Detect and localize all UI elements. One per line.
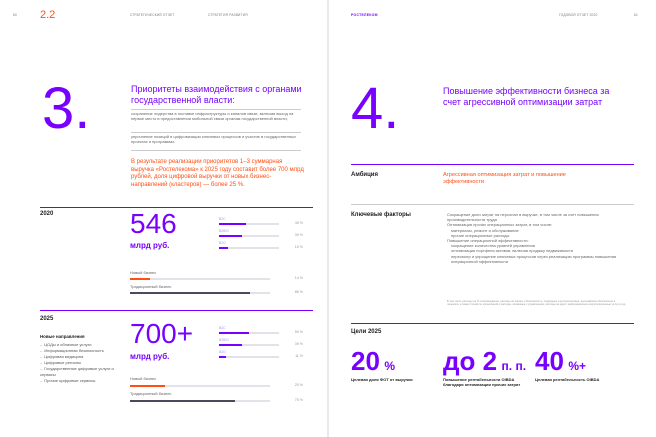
segment-label: B2B/G [219, 229, 229, 233]
goal-oibda-margin [535, 346, 625, 382]
value-2025: 700+ [130, 318, 194, 349]
big-number-3: 3. [42, 76, 91, 141]
priority-title: Приоритеты взаимодействия с органами государственной власти: [131, 84, 302, 105]
bullet-1: сохранение лидерства в поставке инфраструктуры и каналов связи, включая выход на первое место в предоставлении мобильной связи органам государственной власти; [131, 111, 294, 122]
segment-pct: 39 % [294, 342, 303, 346]
segment-bar [219, 223, 279, 225]
new-directions-title: Новые направления [40, 334, 85, 339]
left-page [0, 0, 327, 437]
segment-label: B2O [219, 241, 226, 245]
year-2020: 2020 [40, 211, 54, 217]
factor-subitem: пересмотр и упрощение ключевых процессов через реализацию программы повышения операционной эффективности [451, 253, 617, 264]
segment-label: B2B/G [219, 338, 229, 342]
segment-bar [219, 247, 279, 249]
segment-pct: 15 % [294, 245, 303, 249]
segment-bar [219, 356, 279, 358]
new-business-bar-2025 [130, 385, 270, 387]
segment-label: B2C [219, 217, 226, 221]
footnote: В том числе расходы на IТ-сопровождение, расходы на охрану и безопасность, подрядные и аутсорсинговые, программное обеспечение и лицензии, а также стоимость организаций и расходы, связанные с управлением, расходы на аудит, информационно-консультационные услуги и др. [447, 300, 626, 307]
factor-item: Сокращение доли затрат на персонал в выручке, в том числе за счет повышения производительности труда [447, 212, 599, 223]
page-number-right: 61 [634, 13, 638, 17]
factor-subitem: сокращение количества уровней управления [451, 243, 535, 249]
highlight-text: В результате реализации приоритетов 1–3 суммарная выручка «Ростелекома» к 2025 году составит более 700 млрд рублей, доля цифровой выручки от новых бизнес-направлений (кластеров) — более 25 %. [131, 159, 304, 188]
segment-pct: 39 % [294, 233, 303, 237]
direction-item: – Прочие цифровые сервисы [40, 378, 125, 384]
divider-ambition [351, 164, 634, 165]
factor-item: Оптимизация прочих операционных затрат, в том числе: [447, 222, 553, 228]
unit-2020: млрд руб. [130, 241, 170, 250]
new-business-label-2020: Новый бизнес [130, 270, 157, 275]
unit-2025: млрд руб. [130, 352, 170, 361]
page-number: 60 [13, 13, 17, 17]
segment-bar [219, 332, 279, 334]
direction-item: – ЦОДы и облачные услуги [40, 342, 125, 348]
goal-value: 40 [535, 346, 564, 376]
new-business-pct-2025: 25 % [294, 383, 303, 387]
goal-suffix: п. п. [501, 359, 527, 373]
big-number-4: 4. [351, 76, 400, 141]
year-2025: 2025 [40, 316, 54, 322]
right-page [329, 0, 656, 437]
segment-bar [219, 235, 279, 237]
new-business-label-2025: Новый бизнес [130, 376, 157, 381]
trad-business-bar-2025 [130, 400, 270, 402]
ambition-label: Амбиция [351, 172, 378, 178]
direction-item: – Цифровые регионы [40, 360, 125, 366]
segment-bar-fill [219, 344, 242, 346]
new-directions-list [40, 342, 125, 384]
header-report: ГОДОВОЙ ОТЧЕТ 2020 [559, 13, 598, 17]
goal-desc: Повышение рентабельности OIBDA благодаря оптимизации прочих затрат [443, 377, 521, 387]
divider-2025 [40, 310, 313, 311]
goal-fot [351, 346, 439, 382]
bullet-2: упрочнение позиций в цифровизации ключевых процессов и участие в государственных проектах и программах. [131, 134, 296, 145]
new-business-bar-2020 [130, 278, 270, 280]
section-number: 2.2 [40, 9, 56, 21]
direction-item: – Информационная безопасность [40, 348, 125, 354]
factor-item: Повышение операционной эффективности: [447, 238, 529, 244]
efficiency-title: Повышение эффективности бизнеса за счет агрессивной оптимизации затрат [443, 86, 610, 107]
trad-business-label-2025: Традиционный бизнес [130, 391, 172, 396]
segment-label: B2O [219, 350, 226, 354]
factor-subitem: материалы, ремонт и обслуживание [451, 227, 519, 233]
trad-business-pct-2020: 86 % [294, 290, 303, 294]
segment-bar [219, 344, 279, 346]
value-2020: 546 [130, 208, 177, 239]
segment-pct: 50 % [294, 330, 303, 334]
new-business-pct-2020: 14 % [294, 276, 303, 280]
factor-subitem: оптимизация портфеля активов, включая продажу недвижимости [451, 248, 574, 254]
goal-oibda-increase [443, 346, 528, 387]
goals-label: Цели 2025 [351, 329, 382, 335]
segment-label: B2C [219, 326, 226, 330]
segment-bar-fill [219, 356, 226, 358]
goal-suffix: %+ [568, 359, 587, 373]
segment-pct: 11 % [295, 354, 303, 358]
factors-label: Ключевые факторы [351, 212, 411, 218]
factor-subitem: прочие операционные расходы [451, 232, 510, 238]
header-strategic: СТРАТЕГИЧЕСКИЙ ОТЧЕТ [130, 13, 175, 17]
goal-value: до 2 [443, 346, 498, 376]
header-brand: РОСТЕЛЕКОМ [351, 13, 378, 17]
ambition-text: Агрессивная оптимизация затрат и повышение эффективности [443, 172, 566, 185]
segment-pct: 45 % [294, 221, 303, 225]
segment-bar-fill [219, 235, 242, 237]
trad-business-label-2020: Традиционный бизнес [130, 284, 172, 289]
direction-item: – Государственные цифровые услуги и сервисы [40, 366, 125, 378]
factors-list [443, 212, 628, 264]
header-strategy: СТРАТЕГИЯ РАЗВИТИЯ [208, 13, 248, 17]
goal-desc: Целевая доля ФОТ от выручки [351, 377, 413, 382]
goal-value: 20 [351, 346, 380, 376]
goal-desc: Целевая рентабельность OIBDA [535, 377, 600, 382]
divider-goals [351, 323, 634, 324]
segment-bar-fill [219, 223, 246, 225]
direction-item: – Цифровая медицина [40, 354, 125, 360]
segment-bar-fill [219, 247, 228, 249]
trad-business-pct-2025: 75 % [294, 398, 303, 402]
segment-bar-fill [219, 332, 249, 334]
goal-suffix: % [384, 359, 396, 373]
trad-business-bar-2020 [130, 292, 270, 294]
